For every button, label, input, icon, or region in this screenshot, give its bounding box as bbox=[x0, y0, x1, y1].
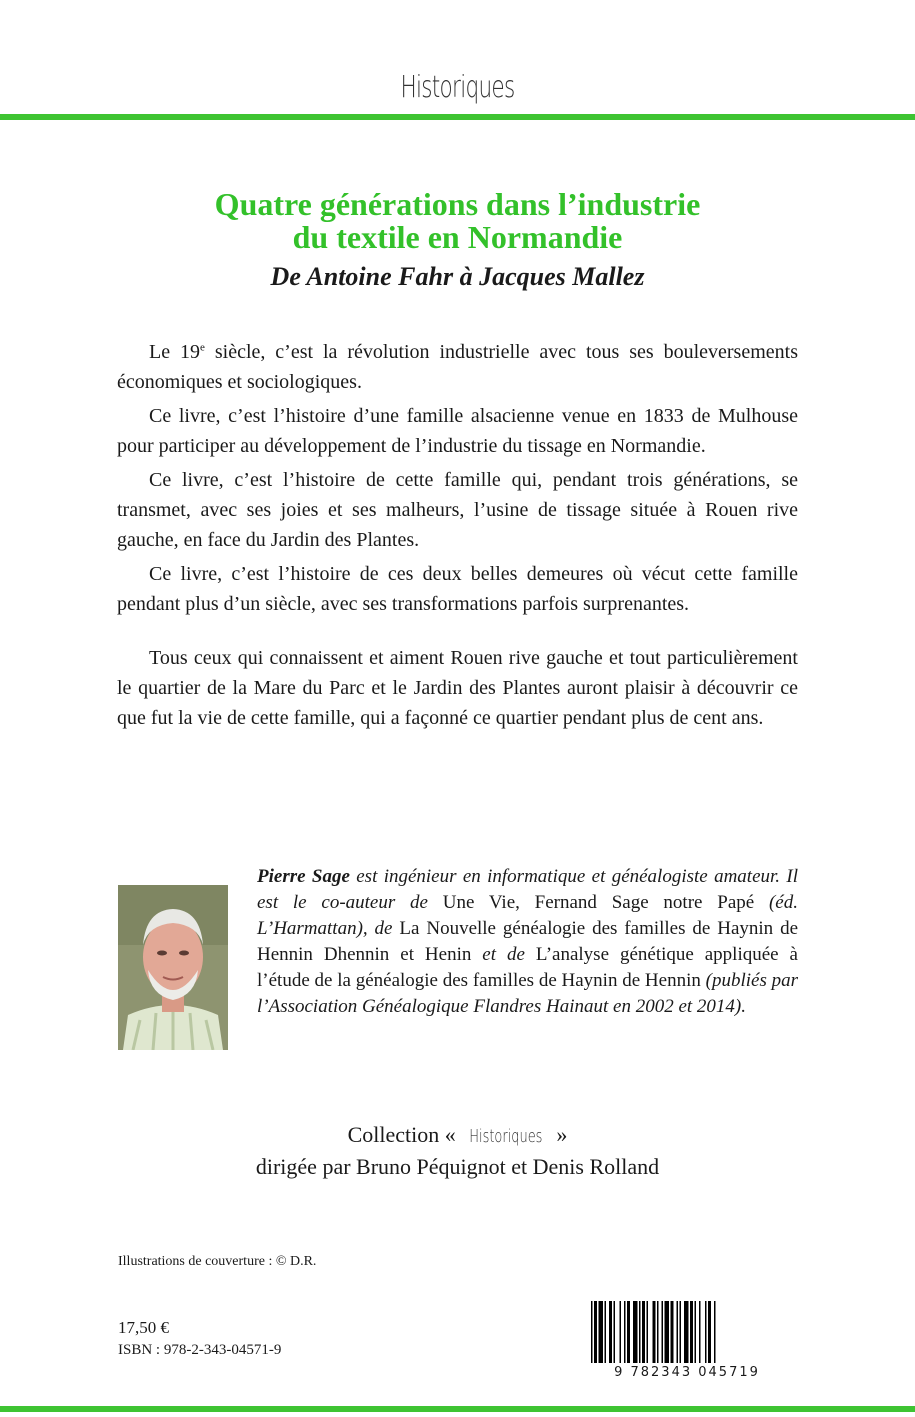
barcode-bar bbox=[599, 1301, 604, 1363]
barcode-bar bbox=[633, 1301, 638, 1363]
top-green-rule bbox=[0, 114, 915, 120]
blurb bbox=[117, 337, 798, 737]
barcode-bar bbox=[614, 1301, 616, 1363]
barcode-bar bbox=[695, 1301, 697, 1363]
barcode-bar bbox=[680, 1301, 682, 1363]
collection-info bbox=[0, 1120, 915, 1182]
barcode-bars bbox=[577, 1299, 797, 1365]
isbn: ISBN : 978-2-343-04571-9 bbox=[118, 1342, 282, 1358]
barcode-bar bbox=[605, 1301, 607, 1363]
barcode-bar bbox=[671, 1301, 674, 1363]
blurb-paragraph-5: Tous ceux qui connaissent et aiment Rouen rive gauche et tout particulièrement le quartier de la Mare du Parc et le Jardin des Plantes auront plaisir à découvrir ce que fut la vie de cette famille, qui a façonné ce quartier pendant plus de cent ans. bbox=[117, 647, 798, 729]
barcode-bar bbox=[642, 1301, 645, 1363]
book-ref-1: Une Vie, Fernand Sage notre Papé bbox=[442, 892, 755, 913]
book-subtitle: De Antoine Fahr à Jacques Mallez bbox=[270, 262, 645, 291]
blurb-paragraph-4: Ce livre, c’est l’histoire de ces deux belles demeures où vécut cette famille pendant plus d’un siècle, avec ses transformations parfois surprenantes. bbox=[117, 563, 798, 615]
barcode-bar bbox=[657, 1301, 659, 1363]
book-title-line-1: Quatre générations dans l’industrie bbox=[214, 186, 701, 222]
barcode-bar bbox=[699, 1301, 701, 1363]
barcode-bar bbox=[647, 1301, 649, 1363]
barcode-bar bbox=[684, 1301, 689, 1363]
barcode-bar bbox=[620, 1301, 622, 1363]
barcode-bar bbox=[653, 1301, 656, 1363]
series-logo: Historiques bbox=[400, 70, 515, 105]
blurb-paragraph-1: Le 19e siècle, c’est la révolution industrielle avec tous ses bouleversements économiques et sociologiques. bbox=[117, 341, 798, 393]
barcode-bar bbox=[624, 1301, 626, 1363]
price: 17,50 € bbox=[118, 1318, 169, 1337]
book-ref-3: L’analyse génétique appliquée à l’étude de la généalogie des familles de Haynin de Hennin bbox=[257, 944, 798, 991]
collection-line: Collection « Historiques » bbox=[0, 1120, 915, 1152]
barcode-bar bbox=[609, 1301, 612, 1363]
collection-directors: dirigée par Bruno Péquignot et Denis Rolland bbox=[255, 1154, 660, 1179]
barcode-number: 9 782343 045719 bbox=[577, 1364, 797, 1382]
barcode-bar bbox=[662, 1301, 664, 1363]
book-ref-2: La Nouvelle généalogie des familles de Haynin de Hennin Dhennin et Henin bbox=[257, 918, 799, 965]
collection-logo: Historiques bbox=[469, 1126, 543, 1147]
barcode-bar bbox=[690, 1301, 693, 1363]
cover-credits: Illustrations de couverture : © D.R. bbox=[118, 1254, 317, 1269]
barcode-bar bbox=[677, 1301, 679, 1363]
barcode-bar bbox=[591, 1301, 593, 1363]
author-name: Pierre Sage bbox=[257, 866, 350, 887]
blurb-paragraph-2: Ce livre, c’est l’histoire d’une famille alsacienne venue en 1833 de Mulhouse pour participer au développement de l’industrie du tissage en Normandie. bbox=[117, 405, 798, 457]
author-bio: Pierre Sage est ingénieur en informatique et généalogiste amateur. Il est le co-auteur de Une Vie, Fernand Sage notre Papé (éd. L’Harmattan), de La Nouvelle généalogie des familles de Haynin de Hennin Dhennin et Henin et de L’analyse génétique appliquée à l’étude de la généalogie des familles de Haynin de Hennin (publiés par l’Association Généalogique Flandres Hainaut en 2002 et 2014). bbox=[257, 866, 799, 1017]
book-title-line-2: du textile en Normandie bbox=[292, 219, 623, 255]
book-title bbox=[0, 188, 915, 254]
barcode-bar bbox=[714, 1301, 716, 1363]
barcode-bar bbox=[705, 1301, 707, 1363]
barcode-bar bbox=[665, 1301, 670, 1363]
author-photo bbox=[118, 885, 228, 1050]
blurb-paragraph-3: Ce livre, c’est l’histoire de cette famille qui, pendant trois générations, se transmet, avec ses joies et ses malheurs, l’usine de tissage située à Rouen rive gauche, en face du Jardin des Plantes. bbox=[117, 469, 798, 551]
bottom-green-rule bbox=[0, 1406, 915, 1412]
barcode-bar bbox=[708, 1301, 711, 1363]
barcode-bar bbox=[639, 1301, 641, 1363]
barcode-bar bbox=[627, 1301, 630, 1363]
barcode-bar bbox=[594, 1301, 597, 1363]
